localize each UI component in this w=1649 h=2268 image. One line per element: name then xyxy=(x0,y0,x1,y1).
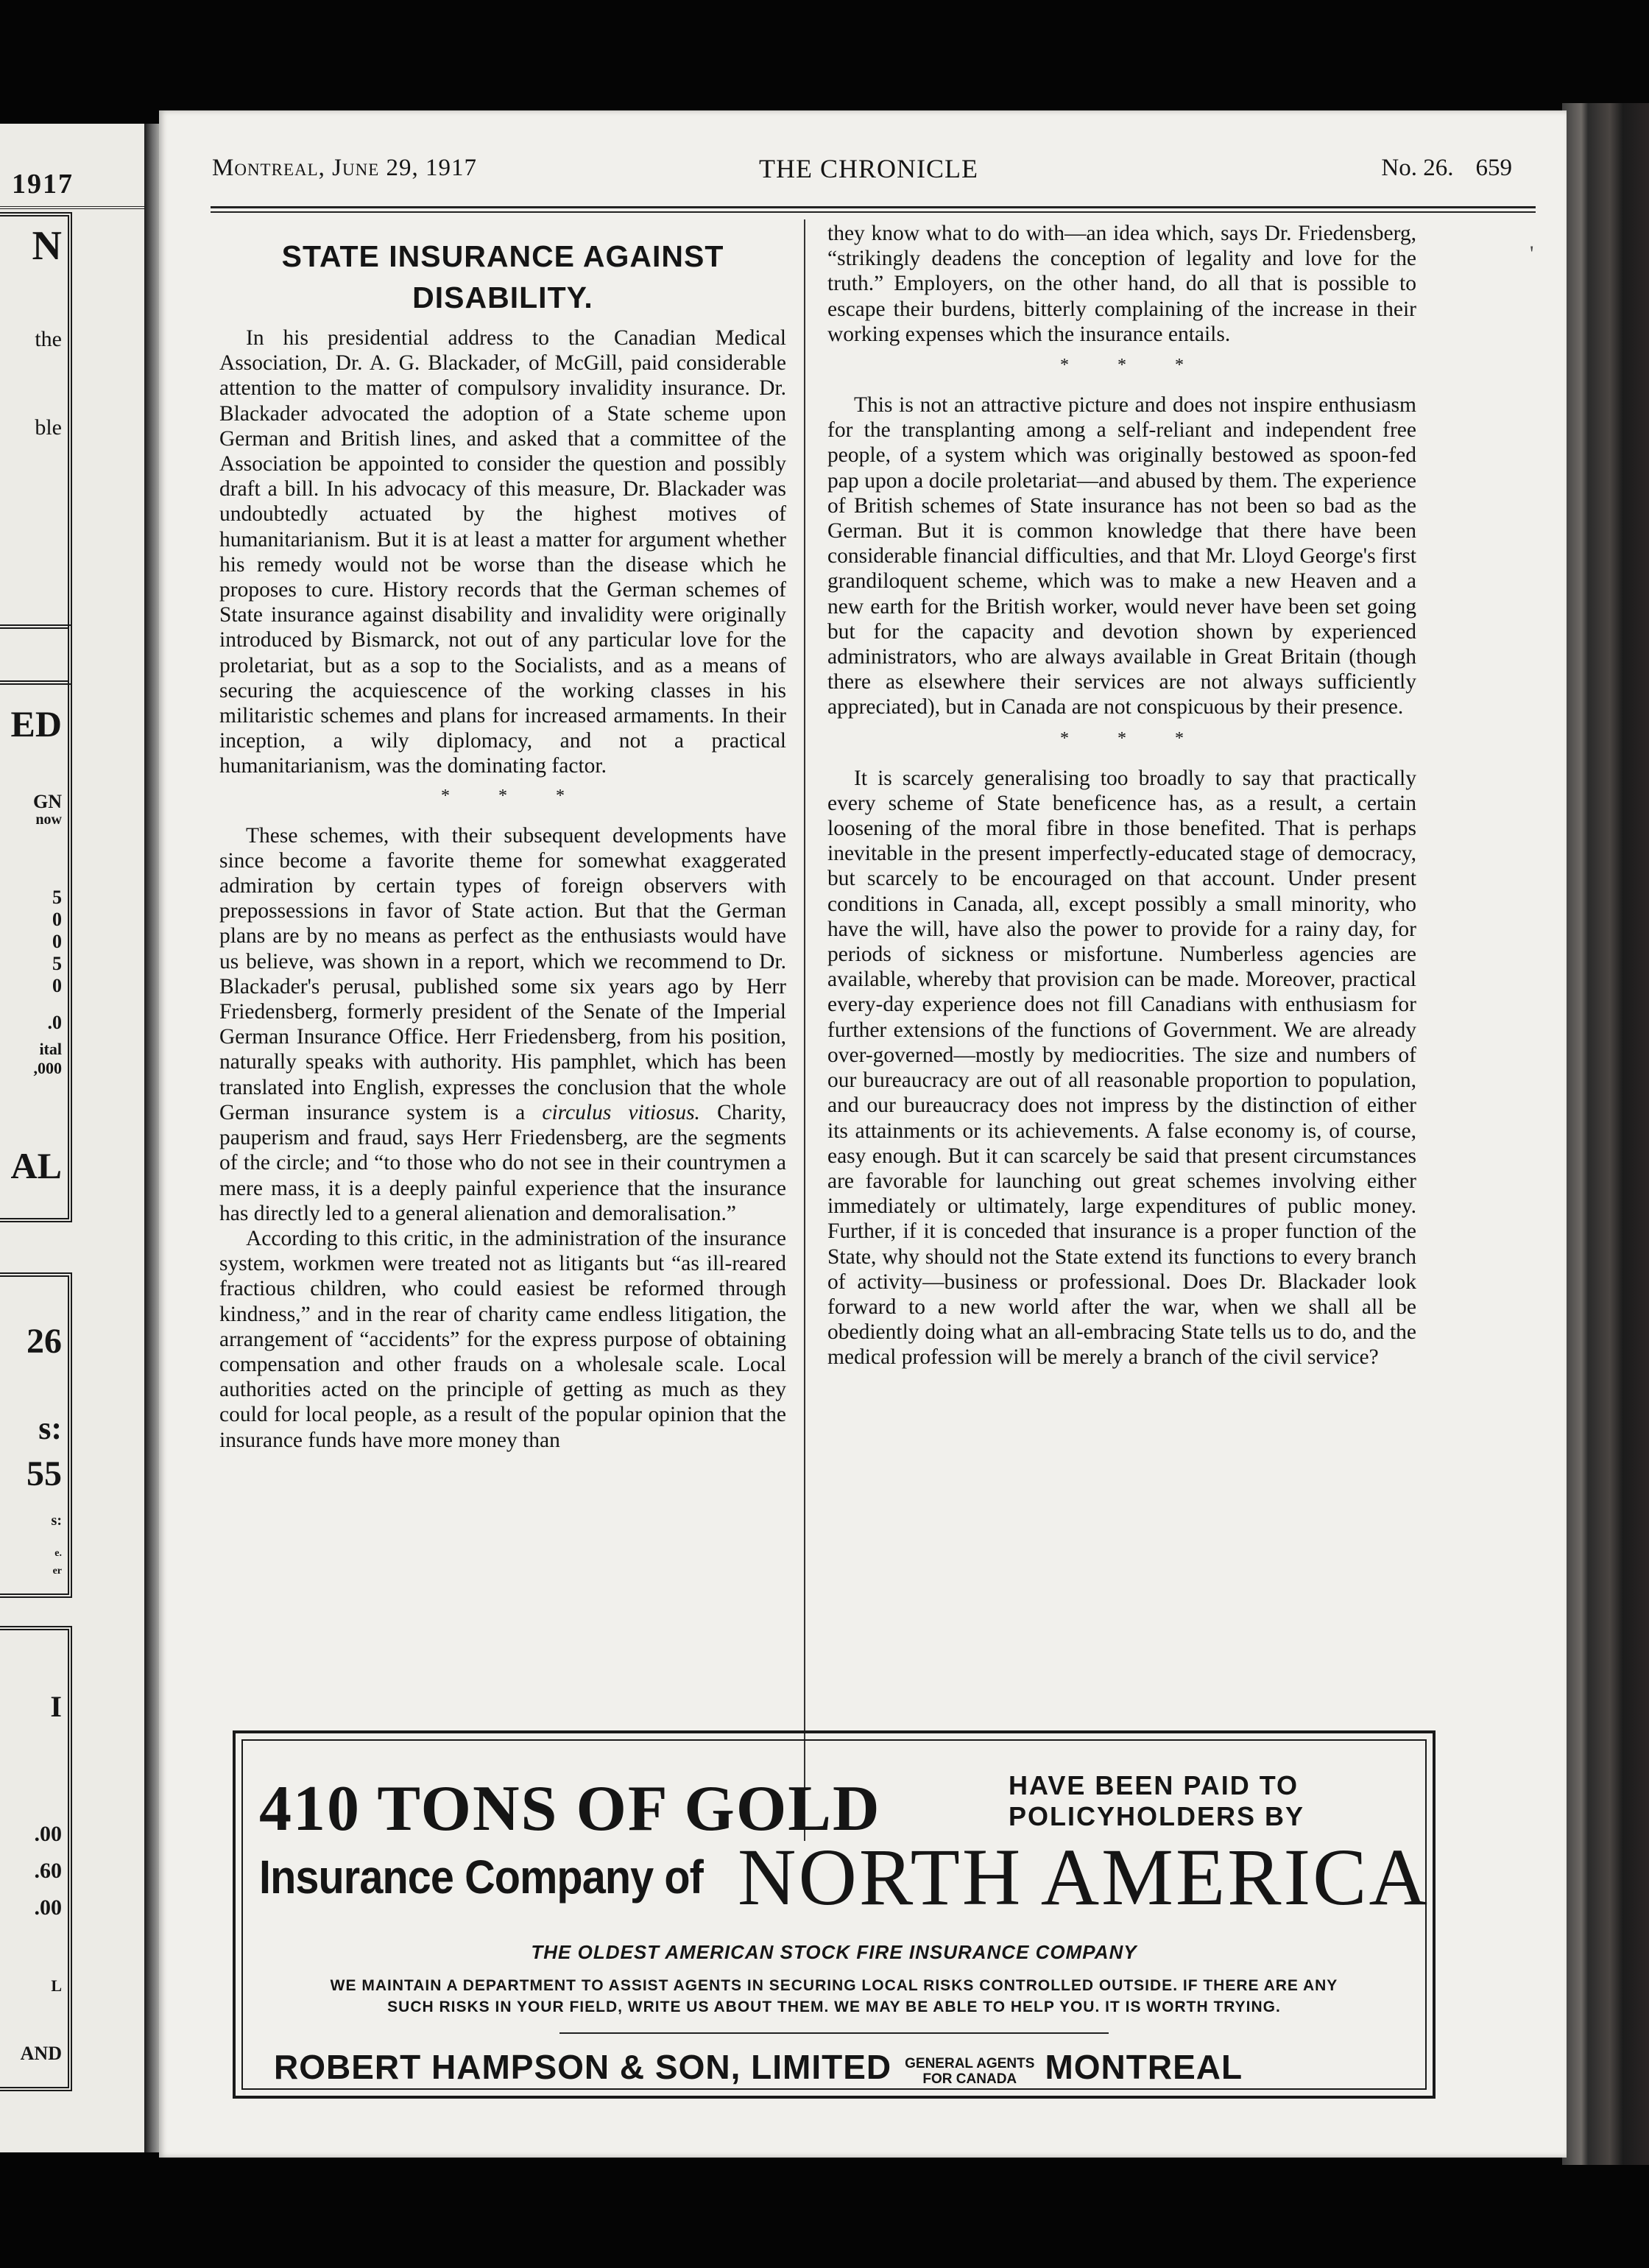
section-break-stars: * * * xyxy=(441,786,587,806)
left-ad-fragment: 0 xyxy=(52,931,62,952)
article-column-left xyxy=(219,221,786,1453)
article-paragraph: In his presidential address to the Canadian Medical Association, Dr. A. G. Blackader, of McGill, paid considerable attention to the matter of compulsory invalidity insurance. Dr. Blackader advocated the adoption of a State scheme upon German and British lines, and asked that a committee of the Association be appointed to consider the question and possibly draft a bill. In his advocacy of this measure, Dr. Blackader was undoubtedly actuated by the highest motives of humanitarianism. But it is at least a matter for argument whether his remedy would not be worse than the disease which he proposes to cure. History records that the German schemes of State insurance against disability and invalidity were originally introduced by Bismarck, not out of any particular love for the proletariat, but as a sop to the Socialists, and as a means of securing the acquiescence of the working classes in his militaristic schemes and plans for increased armaments. In their inception, a wily diplomacy, and not a practical humanitarianism, was the dominating factor. xyxy=(219,326,786,778)
left-ad-fragment: 0 xyxy=(52,975,62,996)
left-ad-fragment: N xyxy=(32,223,62,269)
left-ad-fragment: L xyxy=(51,1976,62,1995)
article-paragraph xyxy=(219,823,786,1226)
left-ad-fragment: now xyxy=(35,811,62,828)
ad-divider-rule xyxy=(559,2032,1109,2034)
advertisement-inner-border xyxy=(241,1739,1430,2090)
left-ad-box-2 xyxy=(0,624,72,1222)
ad-city: MONTREAL xyxy=(1045,2048,1243,2086)
left-ad-fragment: s: xyxy=(51,1512,62,1529)
left-ad-fragment: s: xyxy=(38,1410,62,1446)
section-break-stars: * * * xyxy=(1060,356,1206,376)
ad-department-line: SUCH RISKS IN YOUR FIELD, WRITE US ABOUT THEM. WE MAY BE ABLE TO HELP YOU. IT IS WORTH TRYING. xyxy=(387,1998,1281,2015)
article-column-right xyxy=(827,221,1416,1370)
left-ad-box-4 xyxy=(0,1626,72,2091)
ad-agent-role-line: GENERAL AGENTS xyxy=(905,2055,1035,2071)
left-ad-fragment: 5 xyxy=(52,953,62,974)
ad-tagline: THE OLDEST AMERICAN STOCK FIRE INSURANCE COMPANY xyxy=(531,1941,1137,1963)
left-ad-box-1 xyxy=(0,212,72,685)
left-ad-fragment: 55 xyxy=(27,1454,62,1493)
left-page-sliver xyxy=(0,124,149,2152)
ad-headline-side-line: POLICYHOLDERS BY xyxy=(1009,1801,1305,1831)
header-dateline: Montreal, June 29, 1917 xyxy=(212,155,478,181)
left-page-year: 1917 xyxy=(12,169,74,200)
ad-agent-name: ROBERT HAMPSON & SON, LIMITED xyxy=(274,2048,892,2086)
left-ad-fragment: I xyxy=(50,1690,62,1723)
left-ad-fragment: ,000 xyxy=(33,1059,62,1077)
newspaper-page xyxy=(159,110,1567,2158)
article-paragraph: According to this critic, in the administration of the insurance system, workmen were treated not as litigants but “as ill-reared fractious children, who could easiest be reformed through kindness,” and in the rear of charity came endless litigation, the arrangement of “accidents” for the express purpose of obtaining compensation and other frauds on a wholesale scale. Local authorities acted on the principle of getting as much as they could for local people, as a result of the popular opinion that the insurance funds have more money than xyxy=(219,1226,786,1452)
column-divider xyxy=(804,219,805,1841)
left-ad-fragment: AND xyxy=(20,2043,62,2064)
header-issue xyxy=(1381,155,1512,182)
left-ad-fragment: the xyxy=(35,327,62,351)
left-ad-fragment: ED xyxy=(10,703,62,744)
book-right-edge xyxy=(1562,103,1649,2165)
ad-company-prefix: Insurance Company of xyxy=(259,1850,703,1904)
left-ad-fragment: .60 xyxy=(34,1859,62,1883)
article-paragraph-text: These schemes, with their subsequent developments have since become a favorite theme for somewhat exaggerated admiration by certain types of foreign observers with prepossessions in favor of State action. But that the German plans are by no means as perfect as the enthusiasts would have us believe, was shown in a report, which we recommend to Dr. Blackader's perusal, published some six years ago by Herr Friedensberg, formerly president of the Senate of the Imperial German Insurance Office. Herr Friedensberg, from his position, naturally speaks with authority. His pamphlet, which has been translated into English, expresses the conclusion that the whole German insurance system is a xyxy=(219,823,786,1124)
ad-agent-role-line: FOR CANADA xyxy=(922,2071,1017,2087)
ad-department-text xyxy=(258,1975,1410,2018)
left-ad-box-3 xyxy=(0,1272,72,1598)
section-break-stars: * * * xyxy=(1060,728,1206,748)
left-ad-fragment: 0 xyxy=(52,909,62,930)
article-title: STATE INSURANCE AGAINST DISABILITY. xyxy=(281,239,724,314)
header-double-rule xyxy=(211,206,1536,213)
header-issue-number: No. 26. xyxy=(1381,155,1454,181)
left-ad-fragment: GN xyxy=(33,791,62,812)
ad-agent-role xyxy=(905,2056,1034,2087)
scan-mark: ' xyxy=(1530,242,1534,266)
ad-agent-line xyxy=(274,2047,1243,2091)
article-paragraph-text: Charity, pauperism and fraud, says Herr Friedensberg, are the segments of the circle; and “to those who do not see in their countrymen a mere mass, it is a deeply painful experience that the insurance has directly led to a general alienation and demoralisation.” xyxy=(219,1100,787,1225)
ad-headline: 410 TONS OF GOLD xyxy=(259,1773,881,1845)
left-ad-fragment: 26 xyxy=(27,1322,62,1361)
article-paragraph: This is not an attractive picture and does not inspire enthusiasm for the transplanting among a self-reliant and independent free people, of a system which was originally bestowed as spoon-fed pap upon a docile proletariat—and abused by them. The experience of British schemes of State insurance has not been so bad as the German. But it is common knowledge that there have been considerable financial difficulties, and that Mr. Lloyd George's first grandiloquent scheme, which was to make a new Heaven and a new earth for the British worker, would never have been set going but for the capacity and devotion shown by experienced administrators, who are always available in Great Britain (though there as elsewhere their services are not always sufficiently appreciated), but in Canada are not conspicuous by their presence. xyxy=(827,393,1416,719)
left-ad-fragment: 5 xyxy=(52,887,62,908)
left-ad-fragment: .00 xyxy=(34,1822,62,1846)
left-ad-fragment: er xyxy=(52,1566,62,1577)
left-ad-fragment: .00 xyxy=(34,1895,62,1920)
header-page-number: 659 xyxy=(1475,155,1512,181)
ad-headline-side-line: HAVE BEEN PAID TO xyxy=(1009,1770,1299,1800)
ad-company-name: NORTH AMERICA xyxy=(738,1832,1430,1922)
ad-headline-side xyxy=(1009,1770,1304,1832)
left-ad-fragment: ble xyxy=(35,415,62,440)
left-page-header-rule xyxy=(0,206,144,212)
left-ad-fragment: e. xyxy=(54,1548,62,1559)
page-header xyxy=(212,155,1525,191)
left-ad-fragment: ital xyxy=(39,1040,62,1058)
left-ad-fragment: AL xyxy=(10,1145,62,1186)
insurance-advertisement xyxy=(233,1730,1436,2099)
article-latin-phrase: circulus vitiosus. xyxy=(542,1100,700,1124)
ad-department-line: WE MAINTAIN A DEPARTMENT TO ASSIST AGENTS IN SECURING LOCAL RISKS CONTROLLED OUTSIDE. IF THERE ARE ANY xyxy=(330,1977,1338,1994)
left-ad-fragment: .0 xyxy=(47,1012,62,1033)
article-paragraph: they know what to do with—an idea which, says Dr. Friedensberg, “strikingly deadens the conception of legality and love for the truth.” Employers, on the other hand, do all that is possible to escape their burdens, bitterly complaining of the increase in their working expenses which the insurance entails. xyxy=(827,222,1416,346)
article-paragraph: It is scarcely generalising too broadly to say that practically every scheme of State beneficence has, as a result, a certain loosening of the moral fibre in those benefited. That is perhaps inevitable in the present imperfectly-educated stage of democracy, but scarcely to be encouraged on that account. Under present conditions in Canada, all, except possibly a small minority, who have the will, have also the power to provide for a rainy day, for periods of sickness or misfortune. Numberless agencies are available, whereby that provision can be made. Moreover, practical every-day experience does not fill Canadians with enthusiasm for further extensions of the functions of Government. We are already over-governed—mostly by mediocrities. The size and numbers of our bureaucracy are out of all reasonable proportion to population, and our bureaucracy does not impress by the distinction of either its attainments or its achievements. A false economy is, of course, easy enough. But it can scarcely be said that present circumstances are favorable for launching out great schemes involving either immediately or ultimately, large expenditures of public money. Further, if it is conceded that insurance is a proper function of the State, why should not the State extend its functions to every branch of activity—business or professional. Does Dr. Blackader look forward to a new world after the war, when we shall all be obediently doing what an all-embracing State tells us to do, and the medical profession will be merely a branch of the civil service? xyxy=(827,766,1416,1370)
header-publication-title: THE CHRONICLE xyxy=(759,154,978,183)
ad-company-line xyxy=(259,1832,1430,1922)
